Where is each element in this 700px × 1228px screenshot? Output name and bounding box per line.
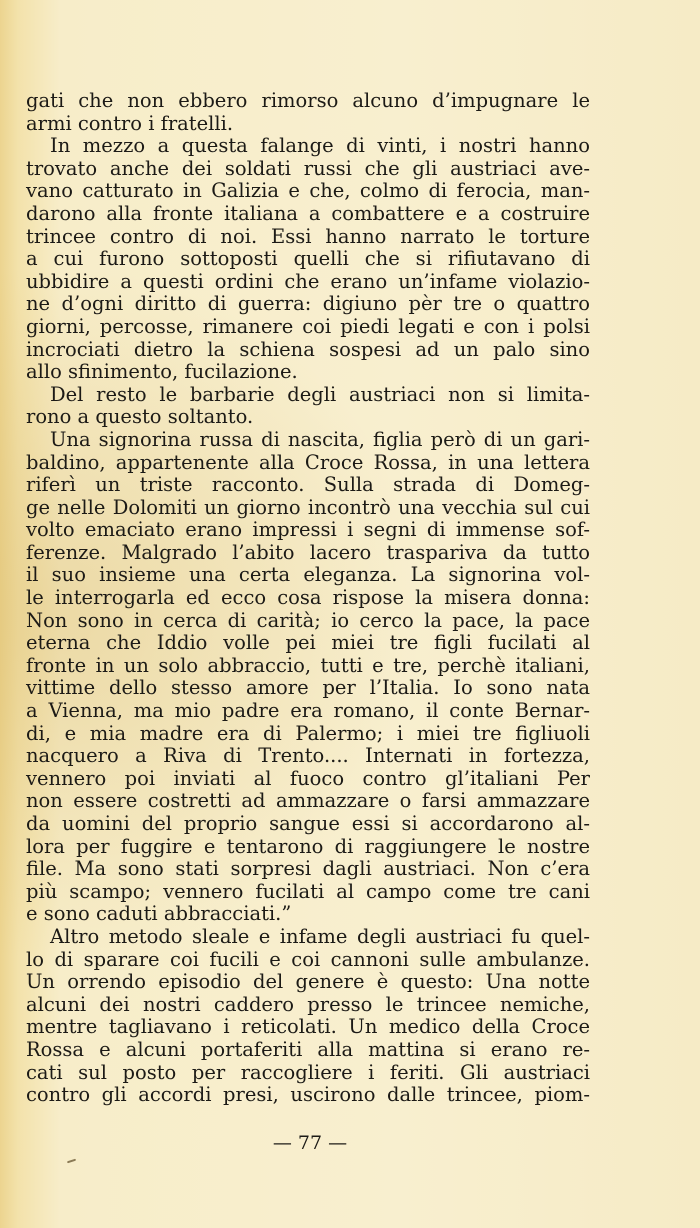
text-line: nacquero a Riva di Trento.... Internati in fortezza, <box>26 744 590 768</box>
text-line: mentre tagliavano i reticolati. Un medico della Croce <box>26 1015 590 1039</box>
text-line: darono alla fronte italiana a combattere e a costruire <box>26 201 590 225</box>
text-line: a cui furono sottoposti quelli che si rifiutavano di <box>26 247 590 271</box>
text-line: Un orrendo episodio del genere è questo: Una notte <box>26 970 590 994</box>
text-line: e sono caduti abbracciati.” <box>26 902 292 926</box>
text-line: armi contro i fratelli. <box>26 111 234 135</box>
text-line: lora per fuggire e tentarono di raggiungere le nostre <box>26 834 590 858</box>
text-line: vano catturato in Galizia e che, colmo di ferocia, man- <box>26 179 590 203</box>
text-line: alcuni dei nostri caddero presso le trincee nemiche, <box>26 992 590 1016</box>
text-line: Rossa e alcuni portaferiti alla mattina si erano re- <box>26 1037 590 1061</box>
text-line: il suo insieme una certa eleganza. La signorina vol- <box>26 563 590 587</box>
body-text <box>26 90 590 1107</box>
text-line: cati sul posto per raccogliere i feriti. Gli austriaci <box>26 1060 590 1084</box>
text-line: volto emaciato erano impressi i segni di immense sof- <box>26 518 590 542</box>
text-line: rono a questo soltanto. <box>26 405 254 429</box>
text-line: vittime dello stesso amore per l’Italia. Io sono nata <box>26 676 590 700</box>
text-line: baldino, appartenente alla Croce Rossa, in una lettera <box>26 450 590 474</box>
text-line: trincee contro di noi. Essi hanno narrato le torture <box>26 224 590 248</box>
text-line: ferenze. Malgrado l’abito lacero traspariva da tutto <box>26 540 590 564</box>
text-line: ne d’ogni diritto di guerra: digiuno pèr tre o quattro <box>26 292 590 316</box>
text-line: più scampo; vennero fucilati al campo come tre cani <box>26 879 590 903</box>
page-number: — 77 — <box>272 1132 348 1154</box>
text-line: le interrogarla ed ecco cosa rispose la misera donna: <box>26 586 590 610</box>
text-line: di, e mia madre era di Palermo; i miei tre figliuoli <box>26 721 590 745</box>
text-line: a Vienna, ma mio padre era romano, il conte Bernar- <box>26 699 590 723</box>
text-line: giorni, percosse, rimanere coi piedi legati e con i polsi <box>26 314 590 338</box>
text-line: In mezzo a questa falange di vinti, i nostri hanno <box>50 134 590 158</box>
text-line: Una signorina russa di nascita, figlia però di un gari- <box>50 427 590 451</box>
text-line: gati che non ebbero rimorso alcuno d’impugnare le <box>26 89 590 112</box>
text-line: incrociati dietro la schiena sospesi ad un palo sino <box>26 337 590 361</box>
text-line: riferì un triste racconto. Sulla strada di Domeg- <box>26 473 590 497</box>
text-line: Non sono in cerca di carità; io cerco la pace, la pace <box>26 608 590 632</box>
text-line: contro gli accordi presi, uscirono dalle trincee, piom- <box>26 1083 590 1107</box>
text-line: lo di sparare coi fucili e coi cannoni sulle ambulanze. <box>26 947 590 971</box>
text-line: ge nelle Dolomiti un giorno incontrò una vecchia sul cui <box>26 495 590 519</box>
text-line: trovato anche dei soldati russi che gli austriaci ave- <box>26 156 590 180</box>
text-line: da uomini del proprio sangue essi si accordarono al- <box>26 812 590 835</box>
text-line: Altro metodo sleale e infame degli austriaci fu quel- <box>50 924 590 948</box>
text-line: fronte in un solo abbraccio, tutti e tre, perchè italiani, <box>26 653 590 677</box>
text-line: vennero poi inviati al fuoco contro gl’italiani Per <box>26 766 590 790</box>
text-line: eterna che Iddio volle pei miei tre figli fucilati al <box>26 631 590 655</box>
text-line: file. Ma sono stati sorpresi dagli austriaci. Non c’era <box>26 857 590 881</box>
paper-speck <box>67 1159 76 1164</box>
text-line: non essere costretti ad ammazzare o farsi ammazzare <box>26 789 590 813</box>
text-line: Del resto le barbarie degli austriaci non si limita- <box>50 382 590 406</box>
text-line: allo sfinimento, fucilazione. <box>26 360 298 384</box>
text-line: ubbidire a questi ordini che erano un’infame violazio- <box>26 269 590 293</box>
